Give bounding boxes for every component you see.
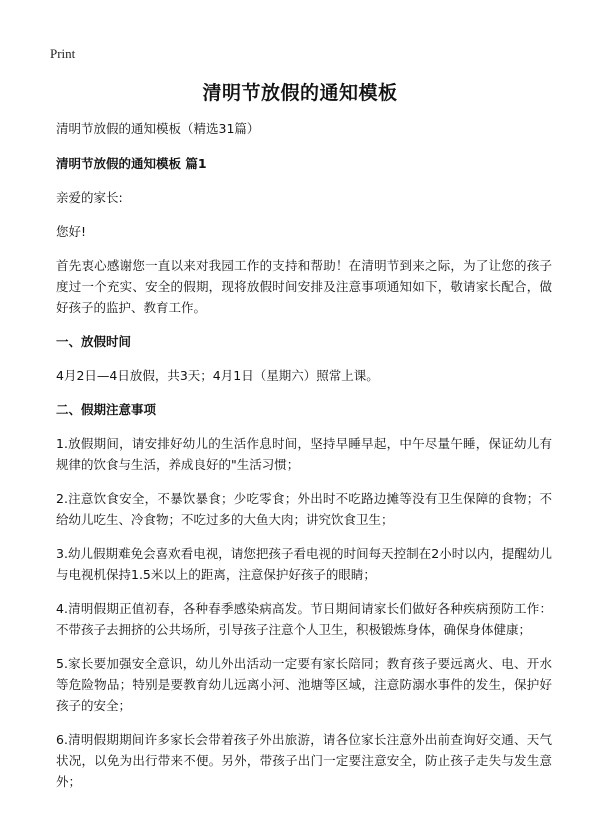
section-heading-holiday-time: 一、放假时间 <box>56 334 132 349</box>
intro-paragraph: 首先衷心感谢您一直以来对我园工作的支持和帮助！在清明节到来之际，为了让您的孩子度过一个充实、安全的假期，现将放假时间安排及注意事项通知如下，敬请家长配合，做好孩子的监护、教育工作。 <box>56 258 552 315</box>
precaution-item: 5.家长要加强安全意识，幼儿外出活动一定要有家长陪同；教育孩子要远离火、电、开水等危险物品；特别是要教育幼儿远离小河、池塘等区域，注意防溺水事件的发生，保护好孩子的安全； <box>56 656 552 713</box>
print-link[interactable]: Print <box>50 46 76 61</box>
precaution-item: 4.清明假期正值初春，各种春季感染病高发。节日期间请家长们做好各种疾病预防工作：不带孩子去拥挤的公共场所，引导孩子注意个人卫生，积极锻炼身体，确保身体健康； <box>56 601 552 637</box>
precaution-item: 6.清明假期期间许多家长会带着孩子外出旅游，请各位家长注意外出前查询好交通、天气状况，以免为出行带来不便。另外，带孩子出门一定要注意安全，防止孩子走失与发生意外； <box>56 732 552 789</box>
holiday-time-text: 4月2日—4日放假，共3天；4月1日（星期六）照常上课。 <box>56 368 379 383</box>
page-title: 清明节放假的通知模板 <box>202 82 398 104</box>
document-subtitle: 清明节放假的通知模板（精选31篇） <box>56 121 260 136</box>
article-heading: 清明节放假的通知模板 篇1 <box>56 156 207 171</box>
precaution-item: 1.放假期间，请安排好幼儿的生活作息时间，坚持早睡早起，中午尽量午睡，保证幼儿有规律的饮食与生活，养成良好的"生活习惯； <box>56 436 552 472</box>
precaution-item: 2.注意饮食安全，不暴饮暴食；少吃零食；外出时不吃路边摊等没有卫生保障的食物；不给幼儿吃生、冷食物；不吃过多的大鱼大肉；讲究饮食卫生； <box>56 491 552 527</box>
precaution-item: 3.幼儿假期难免会喜欢看电视，请您把孩子看电视的时间每天控制在2小时以内，提醒幼儿与电视机保持1.5米以上的距离，注意保护好孩子的眼睛； <box>56 546 552 582</box>
greeting: 您好! <box>56 224 87 239</box>
salutation: 亲爱的家长: <box>56 190 123 205</box>
document-body <box>56 118 552 805</box>
section-heading-precautions: 二、假期注意事项 <box>56 402 157 417</box>
